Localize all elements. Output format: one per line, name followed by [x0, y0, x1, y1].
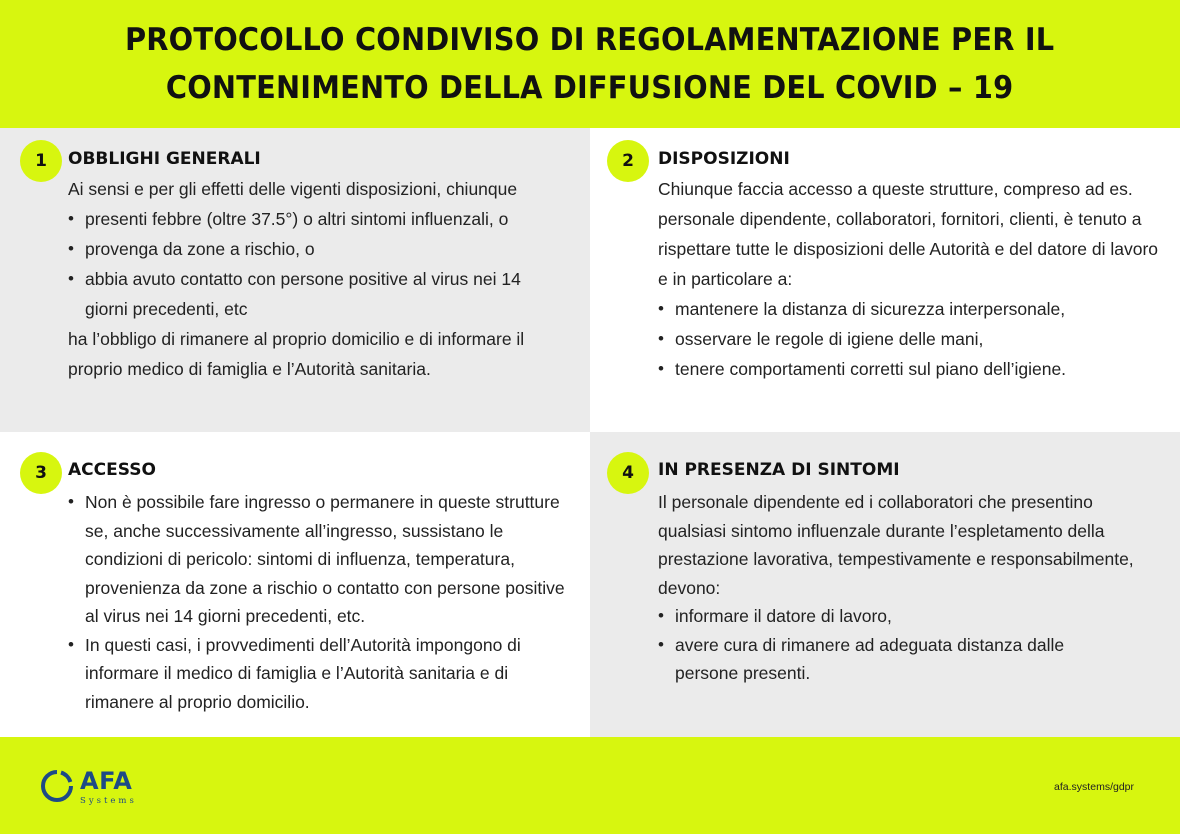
section-title: ACCESSO — [68, 460, 156, 480]
section-disposizioni — [590, 128, 1180, 432]
page-footer — [0, 737, 1180, 834]
bullet-list — [658, 294, 1163, 384]
list-item: • informare il datore di lavoro, — [658, 602, 1163, 631]
page-header — [0, 0, 1180, 128]
section-number-badge: 4 — [607, 452, 649, 494]
logo-name: AFA — [80, 767, 133, 795]
section-intro: Chiunque faccia accesso a queste strutture, compreso ad es. personale dipendente, collaboratori, fornitori, clienti, è tenuto a rispettare tutte le disposizioni delle Autorità e del datore di lavoro e in particolare a: — [658, 179, 1159, 289]
section-body — [68, 488, 568, 716]
section-body — [658, 488, 1163, 688]
list-item: • osservare le regole di igiene delle mani, — [658, 324, 1163, 354]
section-title: IN PRESENZA DI SINTOMI — [658, 460, 900, 480]
section-number-badge: 1 — [20, 140, 62, 182]
logo-subtitle: Systems — [80, 796, 137, 806]
section-title: DISPOSIZIONI — [658, 149, 790, 169]
list-item: • tenere comportamenti corretti sul piano dell’igiene. — [658, 354, 1163, 384]
section-number-badge: 2 — [607, 140, 649, 182]
section-in-presenza-di-sintomi — [590, 432, 1180, 737]
section-body — [68, 174, 568, 384]
afa-logo — [40, 769, 137, 806]
list-item: • provenga da zone a rischio, o — [68, 234, 568, 264]
bullet-list — [68, 488, 568, 716]
section-intro: Ai sensi e per gli effetti delle vigenti disposizioni, chiunque — [68, 179, 518, 199]
title-line-1: PROTOCOLLO CONDIVISO DI REGOLAMENTAZIONE PER IL — [125, 22, 1055, 58]
section-obblighi-generali — [0, 128, 590, 432]
section-body — [658, 174, 1163, 384]
section-title: OBBLIGHI GENERALI — [68, 149, 261, 169]
section-number-badge: 3 — [20, 452, 62, 494]
list-item: • avere cura di rimanere ad adeguata distanza dalle persone presenti. — [658, 631, 1105, 688]
bullet-list — [68, 204, 568, 324]
list-item: • mantenere la distanza di sicurezza interpersonale, — [658, 294, 1163, 324]
section-outro: ha l’obbligo di rimanere al proprio domicilio e di informare il proprio medico di famiglia e l’Autorità sanitaria. — [68, 329, 525, 379]
gdpr-link[interactable]: afa.systems/gdpr — [1054, 781, 1134, 793]
bullet-list — [658, 602, 1163, 688]
section-accesso — [0, 432, 590, 737]
list-item: • In questi casi, i provvedimenti dell’Autorità impongono di informare il medico di famiglia e l’Autorità sanitaria e di rimanere al proprio domicilio. — [68, 631, 563, 717]
list-item: • Non è possibile fare ingresso o permanere in queste strutture se, anche successivamente all’ingresso, sussistano le condizioni di pericolo: sintomi di influenza, temperatura, provenienza da zone a rischio o contatto con persone positive al virus nei 14 giorni precedenti, etc. — [68, 488, 575, 631]
list-item: • abbia avuto contatto con persone positive al virus nei 14 giorni precedenti, etc — [68, 264, 555, 324]
title-line-2: CONTENIMENTO DELLA DIFFUSIONE DEL COVID – 19 — [166, 70, 1014, 106]
afa-logo-icon — [40, 769, 74, 803]
list-item: • presenti febbre (oltre 37.5°) o altri sintomi influenzali, o — [68, 204, 568, 234]
section-intro: Il personale dipendente ed i collaboratori che presentino qualsiasi sintomo influenzale durante l’espletamento della prestazione lavorativa, tempestivamente e responsabilmente, devono: — [658, 492, 1134, 598]
